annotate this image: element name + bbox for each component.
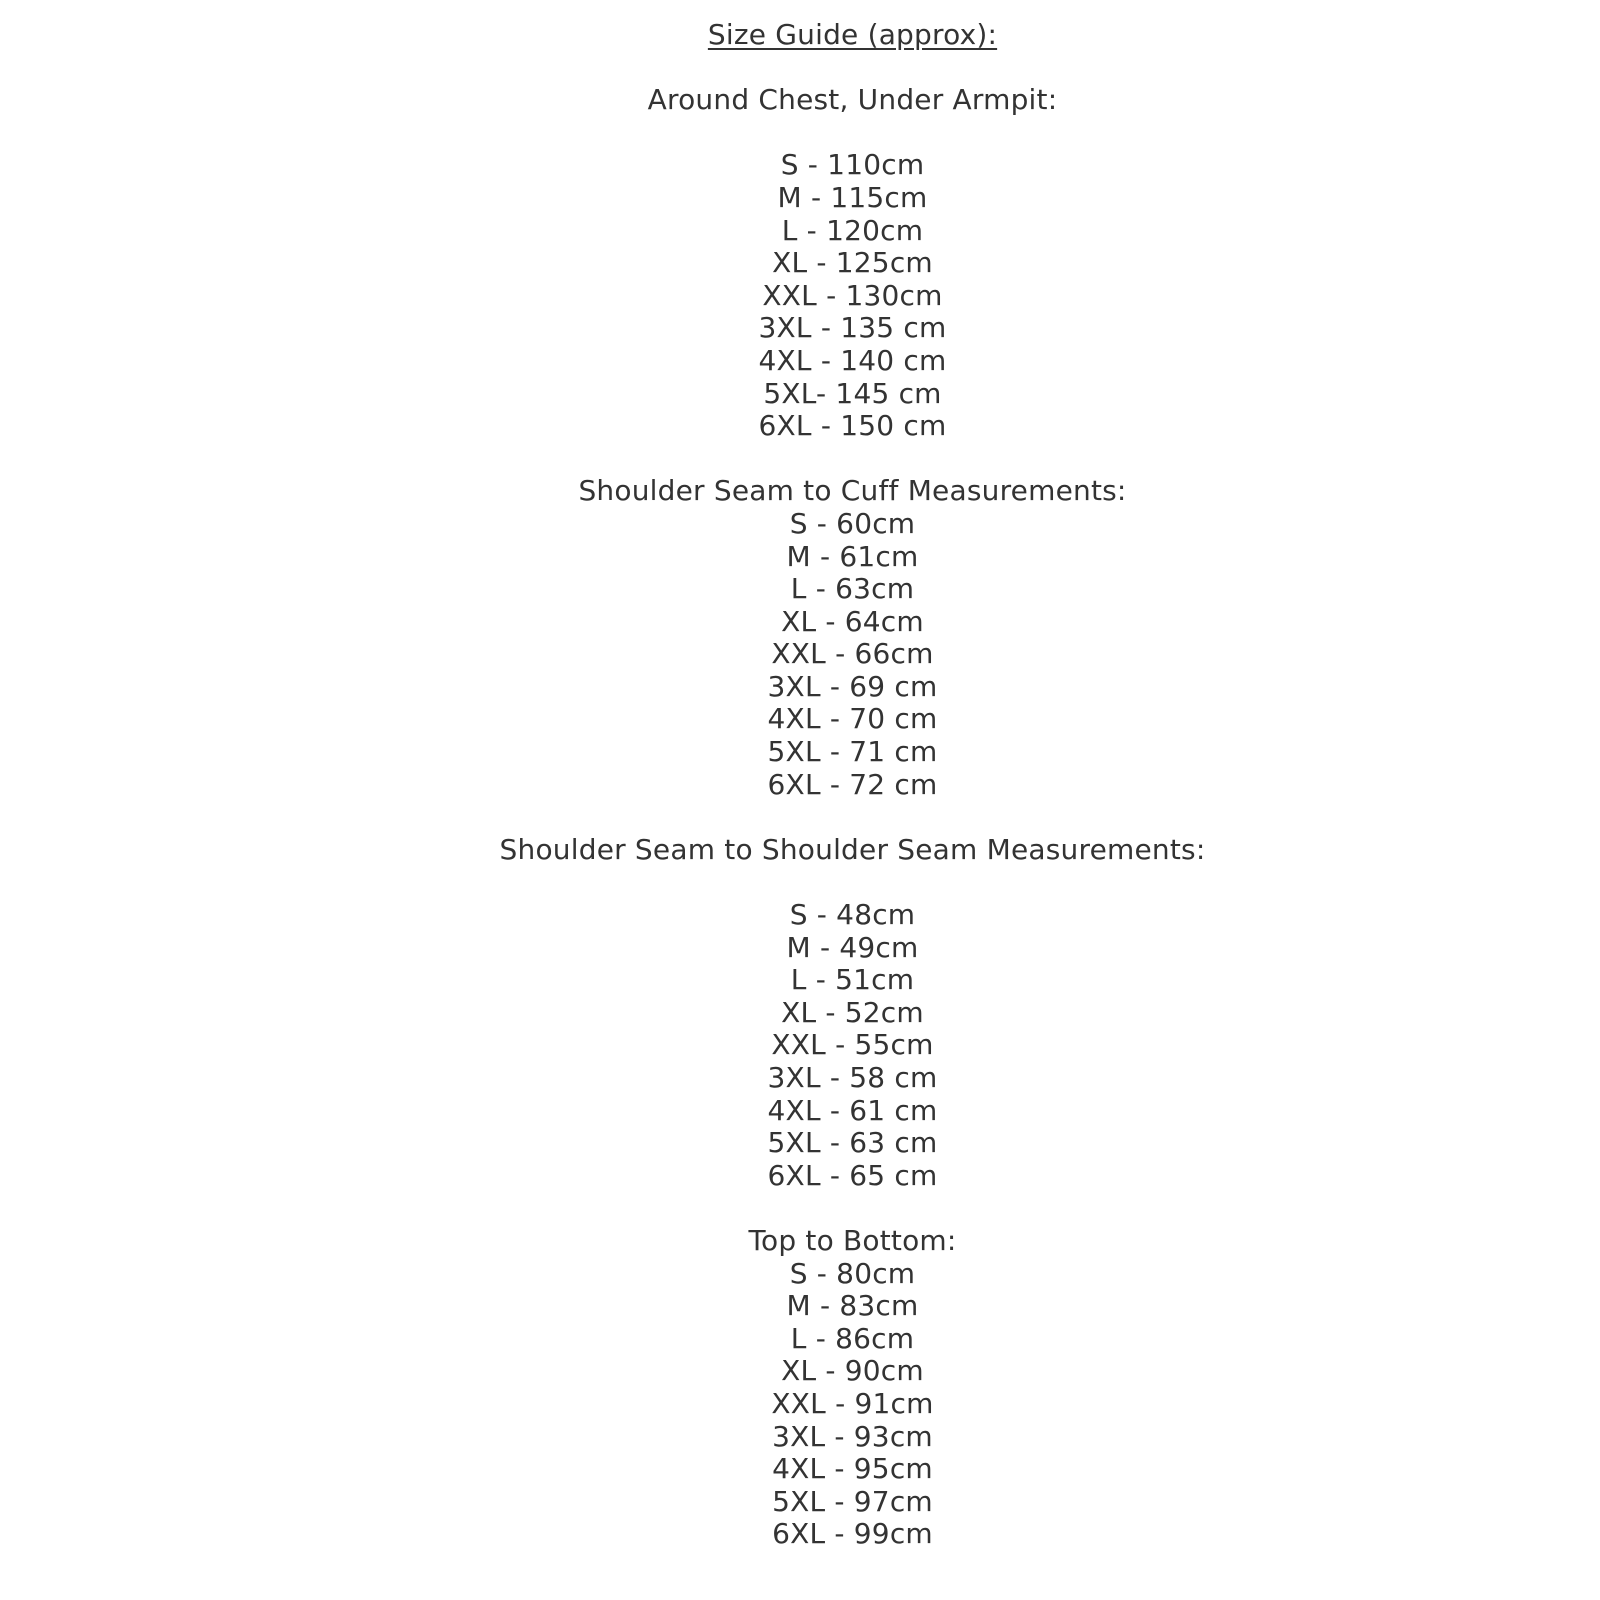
size-section: [105, 834, 1600, 1193]
size-line: XL - 64cm: [781, 604, 924, 638]
size-line: 4XL - 140 cm: [758, 343, 947, 377]
size-line: M - 61cm: [786, 539, 919, 573]
size-line: 6XL - 72 cm: [767, 767, 938, 801]
size-section: [105, 84, 1600, 443]
size-line: XXL - 130cm: [762, 278, 943, 312]
size-line: S - 80cm: [789, 1256, 916, 1290]
size-line: 6XL - 150 cm: [758, 409, 947, 443]
size-line: L - 51cm: [790, 963, 915, 997]
size-line: 3XL - 58 cm: [767, 1061, 938, 1094]
size-line: S - 110cm: [780, 148, 925, 182]
size-line: 5XL - 63 cm: [767, 1126, 938, 1160]
size-line: S - 60cm: [789, 506, 916, 540]
size-line: 4XL - 70 cm: [767, 702, 938, 736]
section-heading: Shoulder Seam to Cuff Measurements:: [578, 474, 1127, 508]
section-heading: Top to Bottom:: [748, 1223, 957, 1257]
size-line: S - 48cm: [789, 898, 916, 932]
size-line: M - 83cm: [786, 1289, 919, 1323]
size-line: 3XL - 135 cm: [758, 311, 947, 345]
size-line: 4XL - 61 cm: [767, 1093, 938, 1127]
size-line: 6XL - 99cm: [772, 1517, 933, 1551]
size-line: XXL - 91cm: [771, 1386, 934, 1420]
section-heading: Around Chest, Under Armpit:: [647, 83, 1058, 117]
size-section: [105, 475, 1600, 801]
size-line: XL - 125cm: [772, 246, 933, 280]
size-line: 5XL - 97cm: [772, 1484, 933, 1518]
size-line: 3XL - 69 cm: [767, 669, 938, 703]
size-line: XXL - 66cm: [771, 637, 934, 671]
size-line: 5XL - 71 cm: [767, 735, 938, 769]
size-line: 5XL- 145 cm: [763, 376, 942, 410]
size-line: M - 115cm: [777, 180, 928, 214]
size-line: M - 49cm: [786, 930, 919, 964]
size-line: L - 120cm: [781, 213, 924, 247]
size-line: 3XL - 93cm: [772, 1419, 933, 1453]
size-line: XL - 90cm: [781, 1354, 924, 1388]
size-line: L - 86cm: [790, 1321, 915, 1355]
section-heading: Shoulder Seam to Shoulder Seam Measurements:: [499, 832, 1206, 866]
size-line: 6XL - 65 cm: [767, 1158, 938, 1192]
size-line: 4XL - 95cm: [772, 1452, 933, 1486]
size-section: [105, 1225, 1600, 1551]
size-line: XL - 52cm: [781, 995, 924, 1029]
sections-container: [105, 84, 1600, 1551]
page-title: Size Guide (approx):: [707, 18, 998, 51]
size-line: XXL - 55cm: [771, 1028, 934, 1062]
size-line: L - 63cm: [790, 572, 915, 606]
